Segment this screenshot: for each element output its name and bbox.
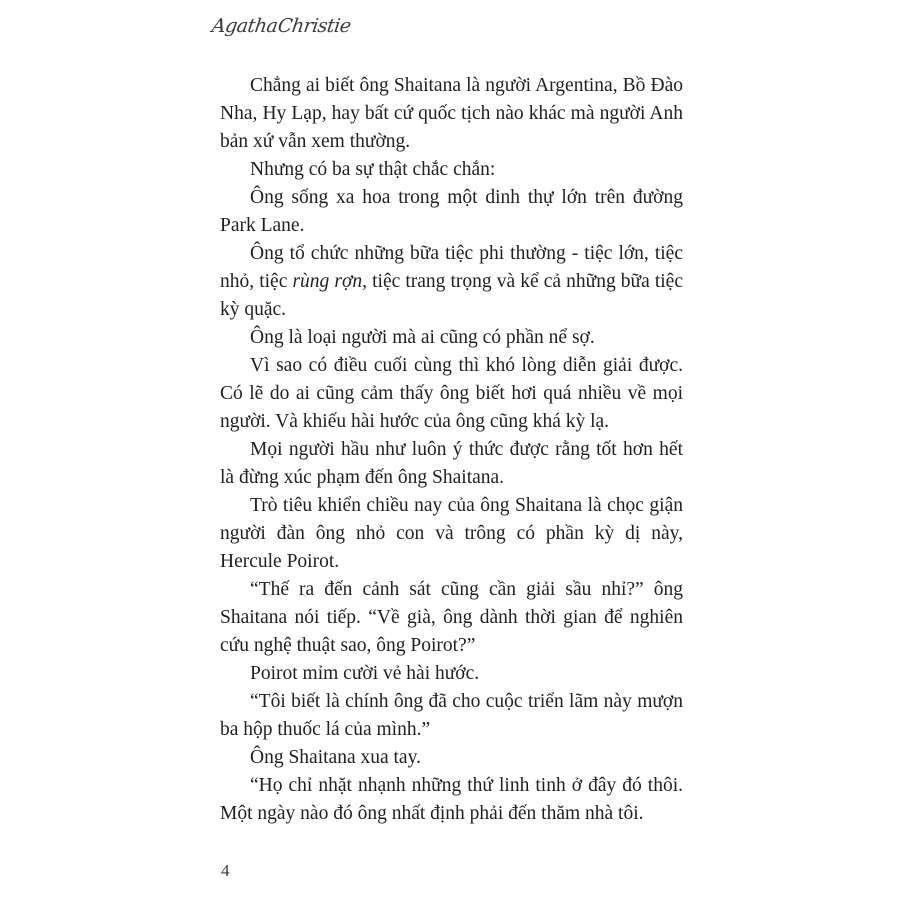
- paragraph: [220, 240, 683, 324]
- text-run: “Thế ra đến cảnh sát cũng cần giải sầu nhỉ?” ông Shaitana nói tiếp. “Về già, ông dành thời gian để nghiên cứu nghệ thuật sao, ông Poirot?”: [220, 579, 683, 656]
- paragraph: [220, 772, 683, 828]
- text-run: Ông tổ chức những bữa tiệc phi thường - tiệc lớn, tiệc nhỏ, tiệc: [220, 243, 683, 292]
- author-signature: Agatha Christie: [210, 15, 353, 37]
- page-number: 4: [221, 861, 230, 880]
- paragraph: [220, 352, 683, 436]
- paragraph: [220, 688, 683, 744]
- text-run: Ông Shaitana xua tay.: [250, 747, 421, 768]
- paragraph: [220, 436, 683, 492]
- text-run: Chẳng ai biết ông Shaitana là người Argentina, Bồ Đào Nha, Hy Lạp, hay bất cứ quốc tịch nào khác mà người Anh bản xứ vẫn xem thường.: [220, 75, 683, 152]
- text-run: Nhưng có ba sự thật chắc chắn:: [250, 159, 496, 180]
- italic-text-run: rùng rợn: [292, 271, 363, 292]
- text-run: Trò tiêu khiển chiều nay của ông Shaitana là chọc giận người đàn ông nhỏ con và trông có phần kỳ dị này, Hercule Poirot.: [220, 495, 683, 572]
- text-run: Vì sao có điều cuối cùng thì khó lòng diễn giải được. Có lẽ do ai cũng cảm thấy ông biết hơi quá nhiều về mọi người. Và khiếu hài hước của ông cũng khá kỳ lạ.: [220, 355, 683, 432]
- text-run: “Tôi biết là chính ông đã cho cuộc triển lãm này mượn ba hộp thuốc lá của mình.”: [220, 691, 683, 740]
- paragraph: [220, 492, 683, 576]
- body-text: [220, 72, 683, 828]
- paragraph: [220, 660, 683, 688]
- text-run: Ông sống xa hoa trong một dinh thự lớn trên đường Park Lane.: [220, 187, 683, 236]
- text-run: Ông là loại người mà ai cũng có phần nể sợ.: [250, 327, 595, 348]
- paragraph: [220, 576, 683, 660]
- paragraph: [220, 324, 683, 352]
- paragraph: [220, 744, 683, 772]
- paragraph: [220, 184, 683, 240]
- text-run: Poirot mỉm cười vẻ hài hước.: [250, 663, 480, 684]
- text-run: Mọi người hầu như luôn ý thức được rằng tốt hơn hết là đừng xúc phạm đến ông Shaitana.: [220, 439, 683, 488]
- text-run: “Họ chỉ nhặt nhạnh những thứ linh tinh ở đây đó thôi. Một ngày nào đó ông nhất định phải đến thăm nhà tôi.: [220, 775, 683, 824]
- paragraph: [220, 72, 683, 156]
- text-run: , tiệc trang trọng và kể cả những bữa tiệc kỳ quặc.: [220, 271, 683, 320]
- paragraph: [220, 156, 683, 184]
